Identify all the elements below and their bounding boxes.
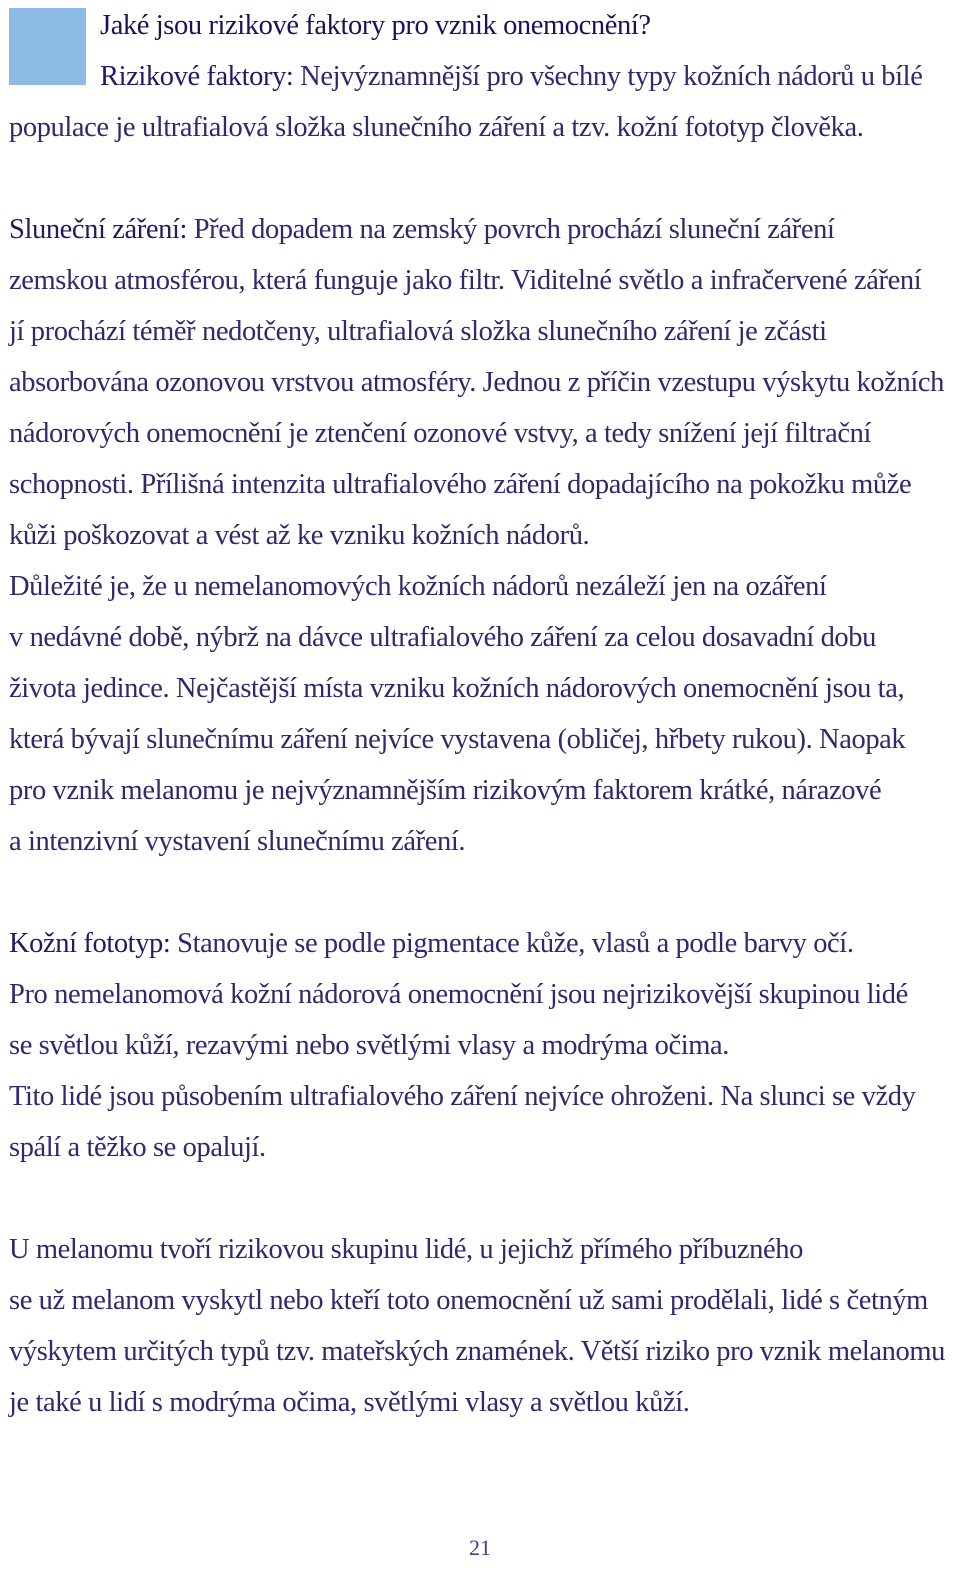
paragraph-melanoma	[9, 1224, 949, 1428]
label-risk-factors: Rizikové faktory:	[100, 61, 294, 92]
solar-line-7: kůži poškozovat a vést až ke vzniku kožních nádorů.	[9, 520, 590, 551]
phototype-line-5: spálí a těžko se opalují.	[9, 1132, 266, 1163]
page-content	[9, 0, 949, 1428]
solar-line-2: zemskou atmosférou, která funguje jako filtr. Viditelné světlo a infračervené záření	[9, 265, 922, 296]
solar-line-1: Před dopadem na zemský povrch prochází sluneční záření	[187, 214, 835, 245]
spacer	[9, 153, 949, 204]
phototype-line-1: Stanovuje se podle pigmentace kůže, vlasů a podle barvy očí.	[170, 928, 854, 959]
phototype-line-4: Tito lidé jsou působením ultrafialového záření nejvíce ohroženi. Na slunci se vždy	[9, 1081, 916, 1112]
spacer	[9, 867, 949, 918]
melanoma-line-4: je také u lidí s modrýma očima, světlými vlasy a světlou kůží.	[9, 1387, 690, 1418]
solar-line-3: jí prochází téměř nedotčeny, ultrafialová složka slunečního záření je zčásti	[9, 316, 827, 347]
melanoma-line-3: výskytem určitých typů tzv. mateřských znamének. Větší riziko pro vznik melanomu	[9, 1336, 945, 1367]
page-number: 21	[469, 1535, 491, 1560]
paragraph-skin-phototype	[9, 918, 949, 1173]
solar-line-6: schopnosti. Přílišná intenzita ultrafialového záření dopadajícího na pokožku může	[9, 469, 912, 500]
solar-line-12: pro vznik melanomu je nejvýznamnějším rizikovým faktorem krátké, nárazové	[9, 775, 882, 806]
solar-line-13: a intenzivní vystavení slunečnímu záření.	[9, 826, 466, 857]
phototype-line-3: se světlou kůží, rezavými nebo světlými vlasy a modrýma očima.	[9, 1030, 729, 1061]
paragraph-solar-radiation	[9, 204, 949, 867]
solar-line-5: nádorových onemocnění je ztenčení ozonové vstvy, a tedy snížení její filtrační	[9, 418, 872, 449]
phototype-line-2: Pro nemelanomová kožní nádorová onemocnění jsou nejrizikovější skupinou lidé	[9, 979, 908, 1010]
melanoma-line-2: se už melanom vyskytl nebo kteří toto onemocnění už sami prodělali, lidé s četným	[9, 1285, 928, 1316]
section-heading: Jaké jsou rizikové faktory pro vznik onemocnění?	[100, 10, 651, 41]
label-solar-radiation: Sluneční záření:	[9, 214, 187, 245]
label-skin-phototype: Kožní fototyp:	[9, 928, 171, 959]
solar-line-9: v nedávné době, nýbrž na dávce ultrafialového záření za celou dosavadní dobu	[9, 622, 876, 653]
solar-line-4: absorbována ozonovou vrstvou atmosféry. Jednou z příčin vzestupu výskytu kožních	[9, 367, 944, 398]
risk-factors-text: Nejvýznamnější pro všechny typy kožních nádorů u bílé	[293, 61, 923, 92]
risk-factors-text-line2: populace je ultrafialová složka slunečního záření a tzv. kožní fototyp člověka.	[9, 112, 864, 143]
solar-line-8: Důležité je, že u nemelanomových kožních nádorů nezáleží jen na ozáření	[9, 571, 827, 602]
spacer	[9, 1173, 949, 1224]
solar-line-11: která bývají slunečnímu záření nejvíce vystavena (obličej, hřbety rukou). Naopak	[9, 724, 906, 755]
solar-line-10: života jedince. Nejčastější místa vzniku kožních nádorových onemocnění jsou ta,	[9, 673, 905, 704]
paragraph-risk-factors	[9, 51, 949, 153]
risk-factors-first-line	[9, 51, 922, 102]
melanoma-line-1: U melanomu tvoří rizikovou skupinu lidé, u jejichž přímého příbuzného	[9, 1234, 803, 1265]
